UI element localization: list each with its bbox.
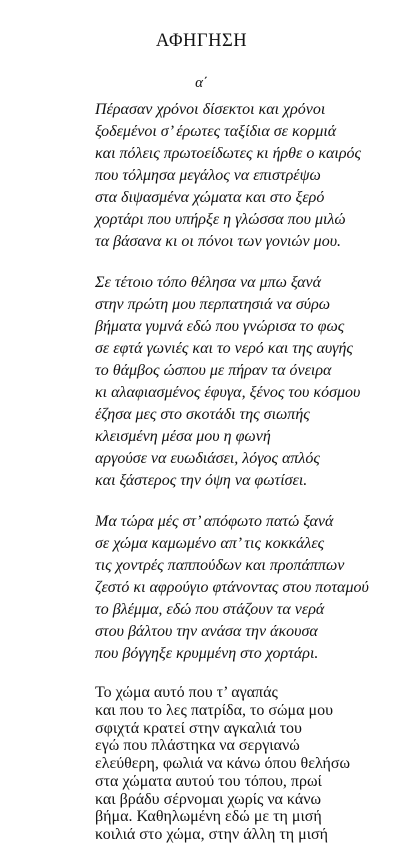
stanza-1-line-4: που τόλμησα μεγάλος να επιστρέψω: [95, 167, 321, 184]
stanza-4-line-7: και βράδυ σέρνομαι χωρίς να κάνω: [95, 791, 321, 808]
stanza-4-line-3: σφιχτά κρατεί στην αγκαλιά του: [95, 720, 302, 737]
stanza-2-line-2: στην πρώτη μου περπατησιά να σύρω: [95, 296, 331, 313]
stanza-2-line-7: έζησα μες στο σκοτάδι της σιωπής: [95, 406, 310, 423]
stanza-4-line-6: στα χώματα αυτού του τόπου, πρωί: [95, 773, 322, 790]
stanza-2-line-5: το θάμβος ώσπου με πήραν τα όνειρα: [95, 362, 332, 379]
stanza-1-line-1: Πέρασαν χρόνοι δίσεκτοι και χρόνοι: [95, 101, 326, 118]
stanza-4-line-5: ελεύθερη, φωλιά να κάνω όπου θελήσω: [95, 755, 351, 772]
stanza-2-line-9: αργούσε να ευωδιάσει, λόγος απλός: [95, 450, 320, 467]
stanza-1-line-3: και πόλεις πρωτοείδωτες κι ήρθε ο καιρός: [95, 145, 362, 162]
stanza-3-line-7: που βόγγηξε κρυμμένη στο χορτάρι.: [95, 645, 319, 662]
stanza-2-line-1: Σε τέτοιο τόπο θέλησα να μπω ξανά: [95, 274, 321, 291]
stanza-2-line-6: κι αλαφιασμένος έφυγα, ξένος του κόσμου: [95, 384, 361, 401]
stanza-3-line-2: σε χώμα καμωμένο απ’ τις κοκκάλες: [95, 535, 325, 552]
stanza-2-line-4: σε εφτά γωνιές και το νερό και της αυγής: [95, 340, 353, 357]
stanza-2-line-3: βήματα γυμνά εδώ που γνώρισα το φως: [95, 318, 345, 335]
stanza-4-line-2: και που το λες πατρίδα, το σώμα μου: [95, 702, 333, 719]
stanza-1-line-5: στα διψασμένα χώματα και στο ξερό: [95, 189, 325, 206]
stanza-4-line-1: Το χώμα αυτό που τ’ αγαπάς: [95, 684, 278, 701]
stanza-3-line-6: στου βάλτου την ανάσα την άκουσα: [95, 623, 318, 640]
section-number: α΄: [195, 75, 208, 91]
stanza-1-line-2: ξοδεμένοι σ’ έρωτες ταξίδια σε κορμιά: [95, 123, 337, 140]
stanza-3-line-3: τις χοντρές παππούδων και προπάππων: [95, 557, 345, 574]
stanza-2-line-8: κλεισμένη μέσα μου η φωνή: [95, 428, 271, 445]
stanza-3-line-5: το βλέμμα, εδώ που στάζουν τα νερά: [95, 601, 325, 618]
stanza-1-line-6: χορτάρι που υπήρξε η γλώσσα που μιλώ: [95, 211, 346, 228]
stanza-4-line-4: εγώ που πλάστηκα να σεργιανώ: [95, 737, 300, 754]
stanza-3-line-1: Μα τώρα μές στ’ απόφωτο πατώ ξανά: [95, 513, 334, 530]
stanza-4-line-8: βήμα. Καθηλωμένη εδώ με τη μισή: [95, 808, 322, 825]
stanza-1-line-7: τα βάσανα κι οι πόνοι των γονιών μου.: [95, 233, 342, 250]
stanza-2-line-10: και ξάστερος την όψη να φωτίσει.: [95, 472, 308, 489]
poem-title: ΑΦΗΓΗΣΗ: [155, 31, 248, 51]
stanza-3-line-4: ζεστό κι αφρούγιο φτάνοντας στου ποταμού: [95, 579, 369, 596]
stanza-4-line-9: κοιλιά στο χώμα, στην άλλη τη μισή: [95, 826, 329, 843]
